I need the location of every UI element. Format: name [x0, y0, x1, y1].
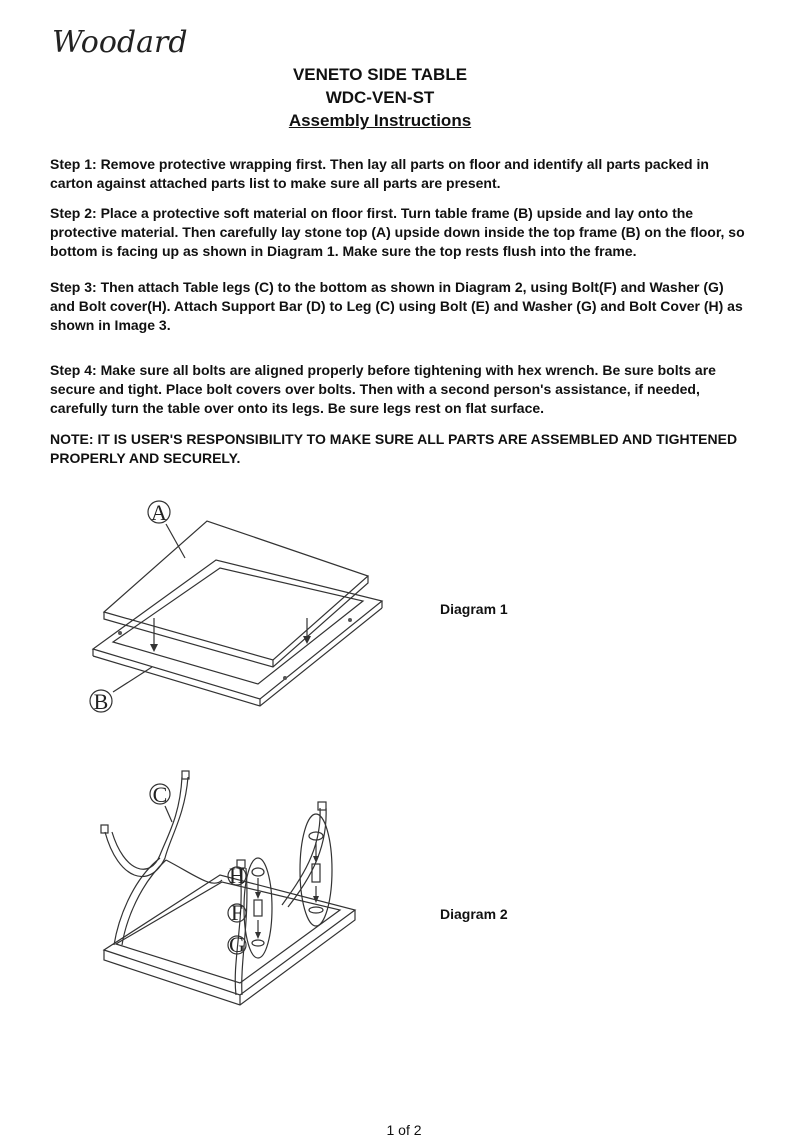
callout-f	[228, 900, 246, 925]
step-3-text: Step 3: Then attach Table legs (C) to the bottom as shown in Diagram 2, using Bolt(F) and Washer (G) and Bolt cover(H). Attach Support Bar (D) to Leg (C) using Bolt (E) and Washer (G) and Bolt Cover (H) as shown in Image 3.	[50, 279, 743, 333]
step-4-text: Step 4: Make sure all bolts are aligned properly before tightening with hex wrench. Be sure bolts are secure and tight. Place bolt covers over bolts. Then with a second person's assistance, if needed, carefully turn the table over onto its legs. Be sure legs rest on flat surface.	[50, 362, 716, 416]
page-number: 1 of 2	[386, 1122, 422, 1138]
callout-h	[228, 863, 246, 888]
callout-g	[228, 932, 246, 957]
callout-g-label: G	[229, 932, 245, 957]
callout-b-label: B	[93, 689, 109, 714]
callout-f-label: F	[230, 900, 244, 925]
diagram-2-label: Diagram 2	[440, 906, 508, 922]
safety-note: NOTE: IT IS USER'S RESPONSIBILITY TO MAKE SURE ALL PARTS ARE ASSEMBLED AND TIGHTENED PROPERLY AND SECURELY.	[50, 431, 738, 466]
step-2-text: Step 2: Place a protective soft material on floor first. Turn table frame (B) upside and lay onto the protective material. Then carefully lay stone top (A) upside down inside the top frame (B) on the floor, so bottom is facing up as shown in Diagram 1. Make sure the top rests flush into the frame.	[50, 205, 745, 259]
document-title: VENETO SIDE TABLE	[292, 65, 468, 84]
logo-text: Woodard	[52, 25, 188, 60]
callout-c-label: C	[152, 782, 168, 807]
step-1-text: Step 1: Remove protective wrapping first. Then lay all parts on floor and identify all parts packed in carton against attached parts list to make sure all parts are present.	[50, 156, 709, 191]
diagram-1-label: Diagram 1	[440, 601, 508, 617]
callout-a-label: A	[151, 500, 167, 525]
document-subtitle: Assembly Instructions	[288, 111, 472, 130]
callout-c	[150, 782, 170, 807]
model-number: WDC-VEN-ST	[325, 88, 435, 107]
hardware-callout-oval-left	[244, 858, 272, 958]
callout-h-label: H	[229, 863, 245, 888]
